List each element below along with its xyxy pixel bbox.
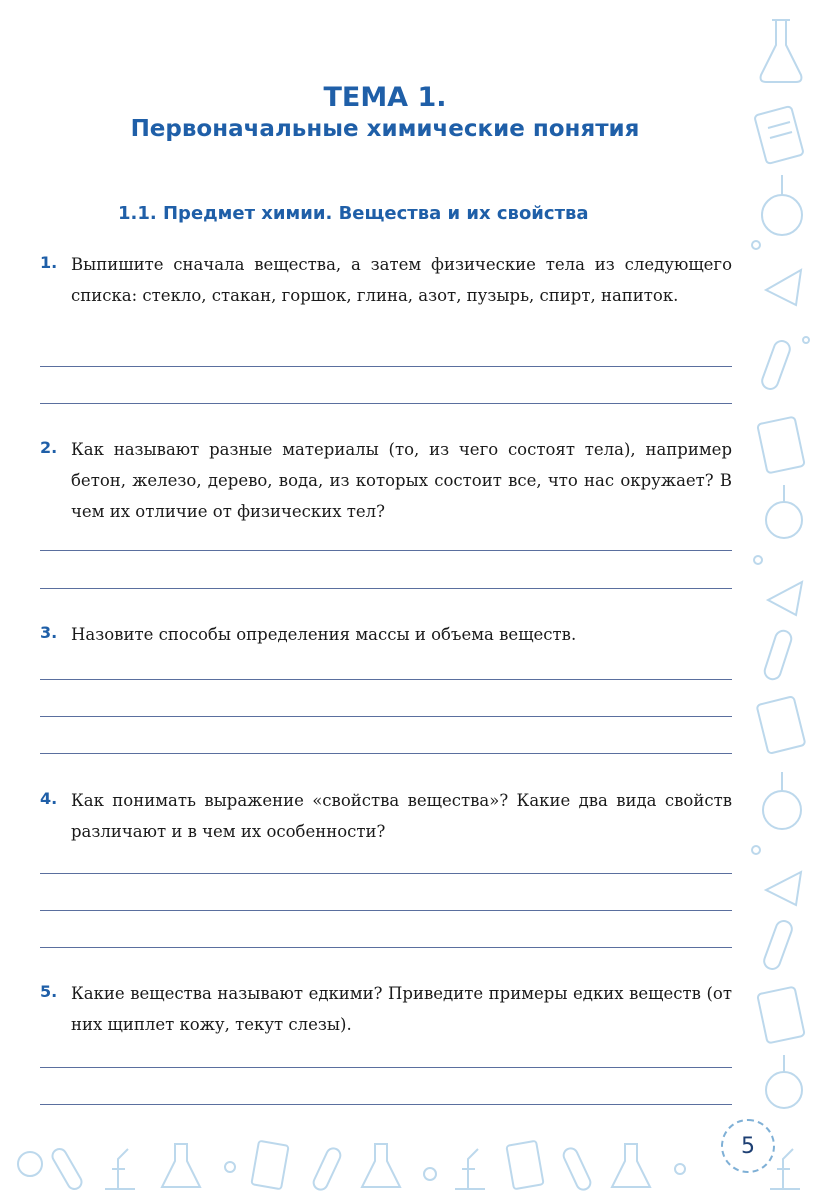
clipboard-icon: [757, 417, 805, 474]
triangle-icon: [768, 582, 802, 615]
question-text: Как понимать выражение «свойства вещества»? Какие два вида свойств различают и в чем их особенности?: [71, 791, 732, 841]
question-3: [40, 619, 732, 650]
question-number: 2.: [40, 438, 58, 457]
answer-line[interactable]: [40, 366, 732, 367]
microscope-icon: [105, 1149, 135, 1189]
bottom-decoration: [0, 1129, 816, 1199]
microscope-icon: [770, 1149, 800, 1189]
answer-line[interactable]: [40, 873, 732, 874]
flask-icon: [362, 1144, 400, 1187]
question-number: 1.: [40, 253, 58, 272]
flask-icon: [762, 175, 802, 235]
answer-line[interactable]: [40, 1104, 732, 1105]
clipboard-icon: [506, 1141, 543, 1190]
flask-icon: [612, 1144, 650, 1187]
question-2: [40, 434, 732, 527]
flask-icon: [766, 1055, 802, 1108]
topic-number: ТЕМА 1.: [323, 82, 447, 113]
question-1: [40, 249, 732, 311]
page-number: 5: [721, 1119, 775, 1173]
answer-line[interactable]: [40, 403, 732, 404]
section-title: 1.1. Предмет химии. Вещества и их свойства: [118, 203, 589, 224]
clipboard-icon: [757, 696, 806, 754]
answer-line[interactable]: [40, 947, 732, 948]
clipboard-icon: [251, 1141, 288, 1190]
test-tube-icon: [760, 339, 792, 391]
flask-icon: [761, 20, 802, 82]
answer-line[interactable]: [40, 679, 732, 680]
topic-title: Первоначальные химические понятия: [130, 116, 640, 142]
test-tube-icon: [762, 919, 794, 971]
triangle-icon: [766, 872, 801, 905]
clipboard-icon: [754, 106, 804, 164]
flask-icon: [766, 485, 802, 538]
answer-line[interactable]: [40, 716, 732, 717]
flask-icon: [763, 772, 801, 829]
microscope-icon: [455, 1149, 485, 1189]
question-text: Как называют разные материалы (то, из чего состоят тела), например бетон, железо, дерево, вода, из которых состоит все, что нас окружает? В чем их отличие от физических тел?: [71, 440, 732, 521]
side-decoration: [746, 0, 816, 1130]
clipboard-icon: [757, 987, 805, 1044]
answer-line[interactable]: [40, 588, 732, 589]
answer-line[interactable]: [40, 910, 732, 911]
answer-line[interactable]: [40, 753, 732, 754]
question-5: [40, 978, 732, 1040]
answer-line[interactable]: [40, 550, 732, 551]
triangle-icon: [766, 270, 801, 305]
question-text: Назовите способы определения массы и объема веществ.: [71, 625, 577, 644]
question-text: Выпишите сначала вещества, а затем физические тела из следующего списка: стекло, стакан, горшок, глина, азот, пузырь, спирт, напиток.: [71, 255, 732, 305]
question-number: 3.: [40, 623, 58, 642]
test-tube-icon: [763, 629, 794, 681]
test-tube-icon: [561, 1146, 592, 1192]
test-tube-icon: [311, 1146, 342, 1192]
flask-icon: [162, 1144, 200, 1187]
question-number: 4.: [40, 789, 58, 808]
test-tube-icon: [50, 1146, 84, 1191]
question-number: 5.: [40, 982, 58, 1001]
answer-line[interactable]: [40, 1067, 732, 1068]
question-4: [40, 785, 732, 847]
question-text: Какие вещества называют едкими? Приведите примеры едких веществ (от них щиплет кожу, текут слезы).: [71, 984, 732, 1034]
